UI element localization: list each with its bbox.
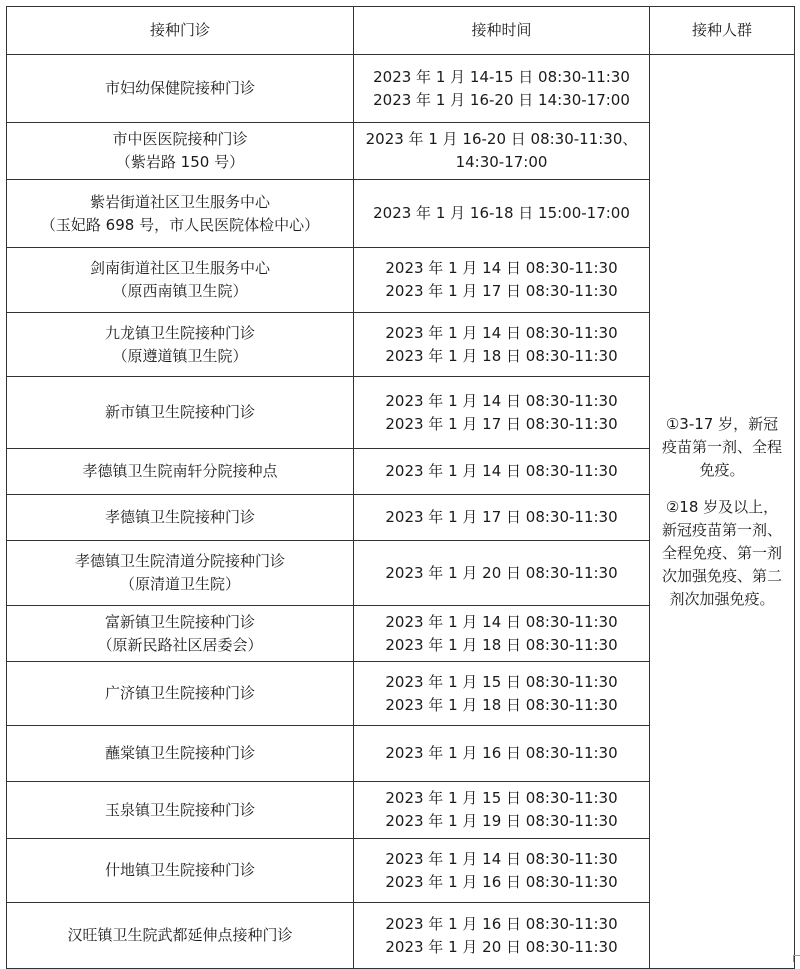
cell-line: 2023 年 1 月 16 日 08:30-11:30 xyxy=(385,744,618,762)
cell-line: 2023 年 1 月 16 日 08:30-11:30 xyxy=(385,914,618,933)
clinic-cell xyxy=(7,662,354,726)
time-cell xyxy=(354,541,650,606)
cell-line: 2023 年 1 月 18 日 08:30-11:30 xyxy=(385,346,618,365)
cell-line: 新市镇卫生院接种门诊 xyxy=(104,403,255,421)
time-cell xyxy=(354,248,650,313)
cell-line: 剂次加强免疫。 xyxy=(669,589,775,608)
cell-line: 2023 年 1 月 17 日 08:30-11:30 xyxy=(385,282,618,300)
cell-line: 九龙镇卫生院接种门诊 xyxy=(104,323,255,342)
cell-line: 2023 年 1 月 14 日 08:30-11:30 xyxy=(385,462,618,480)
cell-line: 剑南街道社区卫生服务中心 xyxy=(89,259,270,277)
cell-line: 2023 年 1 月 14 日 08:30-11:30 xyxy=(385,391,618,410)
cell-line: 疫苗第一剂、全程 xyxy=(661,437,782,456)
clinic-cell xyxy=(7,782,354,839)
clinic-cell xyxy=(7,541,354,606)
people-item-2 xyxy=(654,496,790,611)
cell-line: 2023 年 1 月 20 日 08:30-11:30 xyxy=(385,563,618,582)
cell-line: 市妇幼保健院接种门诊 xyxy=(104,79,255,97)
cell-line: 2023 年 1 月 16-20 日 08:30-11:30、 xyxy=(365,130,638,148)
cell-line: 汉旺镇卫生院武都延伸点接种门诊 xyxy=(67,926,293,944)
cell-line: 什地镇卫生院接种门诊 xyxy=(104,861,255,879)
time-cell xyxy=(354,839,650,903)
clinic-cell xyxy=(7,123,354,180)
cell-line: 免疫。 xyxy=(699,460,745,479)
cell-line: （原遵道镇卫生院） xyxy=(112,346,248,365)
cell-line: 广济镇卫生院接种门诊 xyxy=(104,684,255,702)
cell-line: （紫岩路 150 号） xyxy=(115,153,245,171)
time-cell xyxy=(354,449,650,495)
cell-line: 紫岩街道社区卫生服务中心 xyxy=(89,192,270,211)
time-cell xyxy=(354,606,650,662)
cell-line: （原西南镇卫生院） xyxy=(112,282,248,300)
header-time: 接种时间 xyxy=(354,7,650,55)
cell-line: 2023 年 1 月 16 日 08:30-11:30 xyxy=(385,872,618,891)
cell-line: （玉妃路 698 号，市人民医院体检中心） xyxy=(40,215,320,234)
cell-line: 2023 年 1 月 18 日 08:30-11:30 xyxy=(385,695,618,714)
clinic-cell xyxy=(7,248,354,313)
time-cell xyxy=(354,180,650,248)
cell-line: 全程免疫、第一剂 xyxy=(661,543,782,562)
header-clinic: 接种门诊 xyxy=(7,7,354,55)
cell-line: 2023 年 1 月 19 日 08:30-11:30 xyxy=(385,812,618,830)
clinic-cell xyxy=(7,495,354,541)
clinic-cell xyxy=(7,449,354,495)
eligible-people-cell xyxy=(650,55,795,969)
cell-line: 2023 年 1 月 14-15 日 08:30-11:30 xyxy=(373,67,630,86)
header-row xyxy=(7,7,795,55)
clinic-cell xyxy=(7,903,354,969)
cell-line: 14:30-17:00 xyxy=(455,153,548,171)
cell-line: 2023 年 1 月 20 日 08:30-11:30 xyxy=(385,937,618,956)
cell-line: 2023 年 1 月 18 日 08:30-11:30 xyxy=(385,635,618,654)
time-cell xyxy=(354,55,650,123)
clinic-cell xyxy=(7,55,354,123)
cell-line: 市中医医院接种门诊 xyxy=(112,130,248,148)
clinic-cell xyxy=(7,839,354,903)
cell-line: 2023 年 1 月 14 日 08:30-11:30 xyxy=(385,323,618,342)
cell-line: 玉泉镇卫生院接种门诊 xyxy=(104,800,255,819)
cell-line: 富新镇卫生院接种门诊 xyxy=(104,612,255,631)
people-item-1 xyxy=(654,413,790,482)
table-row xyxy=(7,55,795,123)
cell-line: 2023 年 1 月 14 日 08:30-11:30 xyxy=(385,259,618,277)
cell-line: 孝德镇卫生院接种门诊 xyxy=(104,508,255,526)
time-cell xyxy=(354,662,650,726)
cell-line: ①3-17 岁，新冠 xyxy=(665,414,779,433)
cell-line: 2023 年 1 月 17 日 08:30-11:30 xyxy=(385,508,618,526)
spacer xyxy=(654,482,790,496)
time-cell xyxy=(354,495,650,541)
cell-line: （原清道卫生院） xyxy=(119,575,240,593)
cell-line: 2023 年 1 月 16-18 日 15:00-17:00 xyxy=(373,204,630,222)
vaccination-schedule-table xyxy=(6,6,795,969)
cell-line: 2023 年 1 月 15 日 08:30-11:30 xyxy=(385,789,618,807)
cell-line: 蘸棠镇卫生院接种门诊 xyxy=(104,744,255,762)
clinic-cell xyxy=(7,377,354,449)
cell-line: 新冠疫苗第一剂、 xyxy=(661,520,782,539)
cell-line: 2023 年 1 月 15 日 08:30-11:30 xyxy=(385,672,618,691)
time-cell xyxy=(354,313,650,377)
cell-line: （原新民路社区居委会） xyxy=(97,635,263,654)
cell-line: 孝德镇卫生院清道分院接种门诊 xyxy=(74,552,285,570)
time-cell xyxy=(354,377,650,449)
cell-line: 2023 年 1 月 14 日 08:30-11:30 xyxy=(385,612,618,631)
cell-line: 次加强免疫、第二 xyxy=(661,566,782,585)
header-people: 接种人群 xyxy=(650,7,795,55)
cell-line: 2023 年 1 月 17 日 08:30-11:30 xyxy=(385,414,618,433)
time-cell xyxy=(354,726,650,782)
clinic-cell xyxy=(7,313,354,377)
cell-line: ②18 岁及以上， xyxy=(665,497,779,516)
cell-line: 孝德镇卫生院南轩分院接种点 xyxy=(82,462,278,480)
cell-line: 2023 年 1 月 14 日 08:30-11:30 xyxy=(385,849,618,868)
cell-line: 2023 年 1 月 16-20 日 14:30-17:00 xyxy=(373,90,630,109)
time-cell xyxy=(354,782,650,839)
time-cell xyxy=(354,903,650,969)
clinic-cell xyxy=(7,180,354,248)
clinic-cell xyxy=(7,606,354,662)
time-cell xyxy=(354,123,650,180)
clinic-cell xyxy=(7,726,354,782)
corner-mark xyxy=(793,955,800,962)
